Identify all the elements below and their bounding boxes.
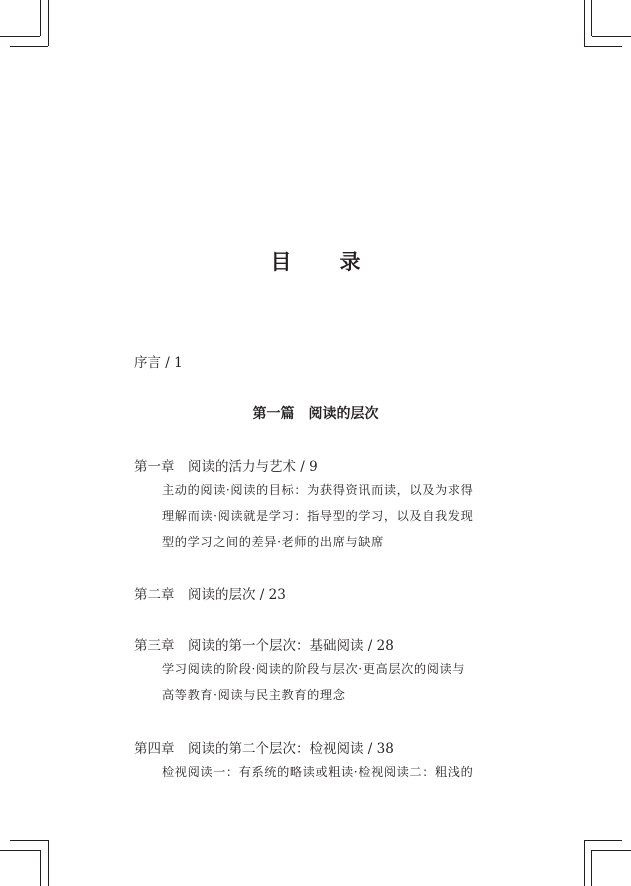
crop-mark-bottom-left-h2 — [10, 840, 48, 841]
crop-mark-top-left-h2 — [10, 46, 48, 47]
crop-mark-top-right-v2 — [584, 0, 585, 46]
toc-chapter-4[interactable]: 第四章 阅读的第二个层次：检视阅读 / 38 — [134, 741, 394, 757]
page-title-char-2: 录 — [339, 250, 361, 274]
toc-preface[interactable]: 序言 / 1 — [134, 355, 183, 371]
toc-chapter-3[interactable]: 第三章 阅读的第一个层次：基础阅读 / 28 — [134, 638, 394, 654]
crop-mark-bottom-left-v — [40, 850, 41, 886]
page-title-char-1: 目 — [270, 250, 292, 274]
crop-mark-top-right-h — [592, 36, 631, 37]
crop-mark-bottom-left-h — [0, 850, 40, 851]
toc-chapter-1-topic: 型的学习之间的差异·老师的出席与缺席 — [162, 535, 384, 549]
toc-chapter-4-topic: 检视阅读一：有系统的略读或粗读·检视阅读二：粗浅的 — [162, 765, 474, 779]
crop-mark-top-right-v — [591, 0, 592, 36]
crop-mark-top-right-h2 — [584, 46, 622, 47]
toc-part-1-title[interactable]: 第一篇 阅读的层次 — [252, 406, 379, 422]
crop-mark-bottom-right-v — [591, 850, 592, 886]
crop-mark-bottom-right-v2 — [584, 840, 585, 886]
toc-chapter-1-topic: 理解而读·阅读就是学习：指导型的学习，以及自我发现 — [162, 509, 474, 523]
crop-mark-top-left-h — [0, 36, 40, 37]
crop-mark-bottom-left-v2 — [48, 840, 49, 886]
crop-mark-top-left-v — [40, 0, 41, 36]
crop-mark-top-left-v2 — [48, 0, 49, 46]
toc-chapter-2[interactable]: 第二章 阅读的层次 / 23 — [134, 587, 286, 603]
crop-mark-bottom-right-h — [592, 850, 631, 851]
toc-chapter-3-topic: 学习阅读的阶段·阅读的阶段与层次·更高层次的阅读与 — [162, 662, 466, 676]
toc-chapter-3-topic: 高等教育·阅读与民主教育的理念 — [162, 688, 346, 702]
toc-chapter-1[interactable]: 第一章 阅读的活力与艺术 / 9 — [134, 459, 318, 475]
page-title — [0, 246, 631, 276]
crop-mark-bottom-right-h2 — [584, 840, 622, 841]
toc-chapter-1-topic: 主动的阅读·阅读的目标：为获得资讯而读，以及为求得 — [162, 483, 474, 497]
